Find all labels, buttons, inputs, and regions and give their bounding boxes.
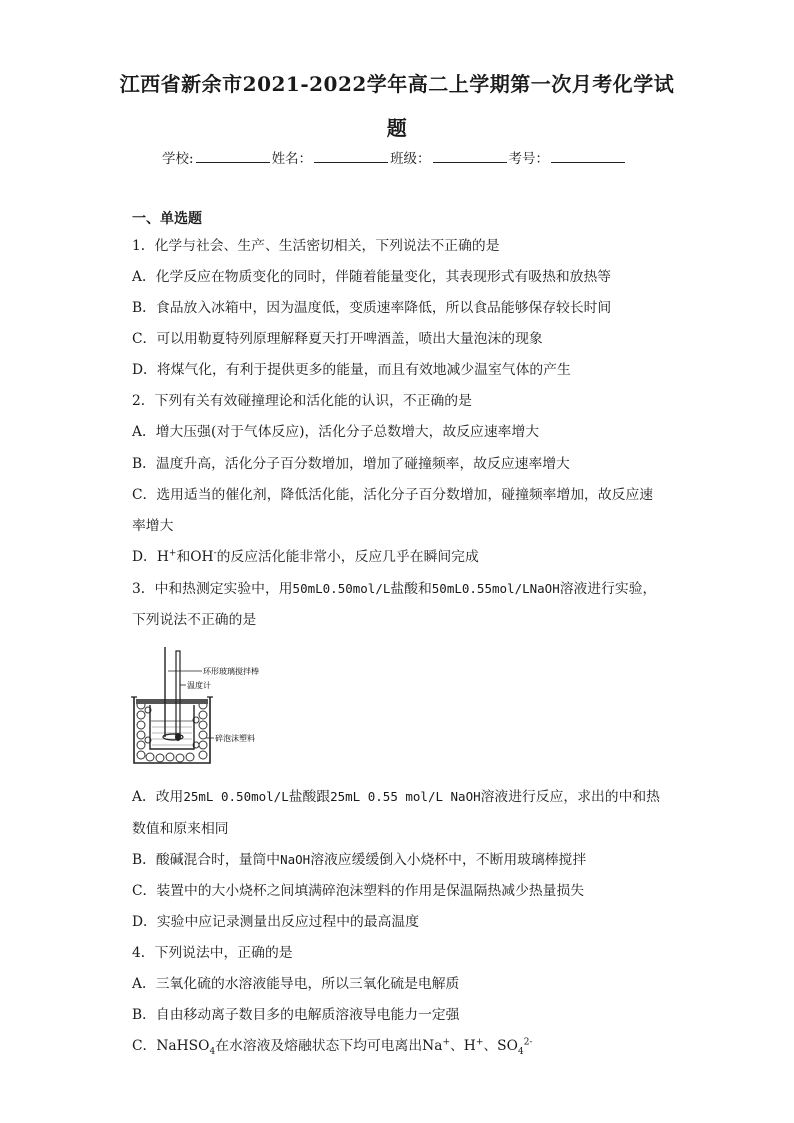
- q2-option-c-line2: 率增大: [132, 518, 174, 534]
- q4-c-text: C．NaHSO: [132, 1038, 210, 1054]
- thermometer-label: 温度计: [187, 681, 211, 690]
- q1-option-b: B．食品放入冰箱中，因为温度低，变质速率降低，所以食品能够保存较长时间: [132, 300, 612, 316]
- q4-c-text: 、SO: [483, 1038, 518, 1054]
- q2-d-text: 的反应活化能非常小，反应几乎在瞬间完成: [216, 549, 479, 565]
- q4-c-text: 、H: [450, 1038, 476, 1054]
- q3-b-text: 溶液应缓缓倒入小烧杯中，不断用玻璃棒搅拌: [310, 852, 587, 868]
- q3-stem-text: 盐酸和: [390, 581, 432, 597]
- q3-stem-quantity: 50mL0.55mol/LNaOH: [431, 581, 560, 596]
- q3-option-a-line1: [132, 785, 660, 805]
- name-blank[interactable]: [314, 150, 388, 163]
- q1-option-a: A．化学反应在物质变化的同时，伴随着能量变化，其表现形式有吸热和放热等: [132, 269, 612, 285]
- q2-option-c-line1: C．选用适当的催化剂，降低活化能，活化分子百分数增加，碰撞频率增加，故反应速: [132, 487, 654, 503]
- q3-a-quantity: 25mL 0.50mol/L: [183, 789, 289, 804]
- q4-c-sub: 4: [517, 1046, 524, 1057]
- q3-option-b: [132, 848, 586, 868]
- q1-option-c: C．可以用勒夏特列原理解释夏天打开啤酒盖，喷出大量泡沫的现象: [132, 331, 543, 347]
- q3-a-text: 溶液进行反应，求出的中和热: [480, 789, 660, 805]
- q3-stem-line2: 下列说法不正确的是: [132, 612, 257, 628]
- q3-b-formula: NaOH: [280, 852, 311, 867]
- school-label: 学校:: [162, 151, 194, 167]
- q2-d-text: D．H: [132, 549, 169, 565]
- number-label: 考号：: [508, 151, 550, 167]
- q3-option-d: D．实验中应记录测量出反应过程中的最高温度: [132, 914, 419, 930]
- q3-stem-quantity: 50mL0.50mol/L: [292, 581, 391, 596]
- q4-option-a: A．三氧化硫的水溶液能导电，所以三氧化硫是电解质: [132, 976, 460, 992]
- q3-stem-text: 3．中和热测定实验中，用: [132, 581, 293, 597]
- class-label: 班级：: [390, 151, 431, 167]
- number-blank[interactable]: [551, 150, 625, 163]
- q3-a-text: A．改用: [132, 789, 184, 805]
- name-label: 姓名：: [271, 151, 313, 167]
- q2-option-b: B．温度升高，活化分子百分数增加，增加了碰撞频率，故反应速率增大: [132, 456, 570, 472]
- q2-option-d: [132, 545, 479, 565]
- q2-d-sup: -: [213, 548, 217, 559]
- student-info-row: [162, 147, 627, 167]
- stirrer-label: 环形玻璃搅拌棒: [203, 667, 259, 676]
- q3-a-text: 盐酸跟: [288, 789, 331, 805]
- q3-a-quantity: 25mL 0.55 mol/L NaOH: [330, 789, 481, 804]
- school-blank[interactable]: [196, 150, 270, 163]
- q4-stem: 4．下列说法中，正确的是: [132, 945, 293, 961]
- q4-c-sub: 4: [209, 1046, 216, 1057]
- q3-b-text: B．酸碱混合时，量筒中: [132, 852, 281, 868]
- q2-option-a: A．增大压强(对于气体反应)，活化分子总数增大，故反应速率增大: [132, 424, 540, 440]
- q2-stem: 2．下列有关有效碰撞理论和活化能的认识，不正确的是: [132, 393, 472, 409]
- q3-stem-text: 溶液进行实验，: [559, 581, 657, 597]
- q1-stem: 1．化学与社会、生产、生活密切相关，下列说法不正确的是: [132, 238, 500, 254]
- q3-stem-line1: [132, 577, 656, 597]
- q2-d-sup: +: [168, 548, 177, 559]
- doc-title-line2: 题: [386, 116, 408, 140]
- calorimeter-figure: [128, 645, 278, 767]
- q2-d-text: 和OH: [176, 549, 214, 565]
- q3-option-c: C．装置中的大小烧杯之间填满碎泡沫塑料的作用是保温隔热减少热量损失: [132, 883, 585, 899]
- q4-option-c: [132, 1034, 532, 1057]
- class-blank[interactable]: [433, 150, 507, 163]
- section-heading: 一、单选题: [132, 211, 202, 227]
- foam-label: 碎泡沫塑料: [215, 734, 255, 743]
- q1-option-d: D．将煤气化，有利于提供更多的能量，而且有效地减少温室气体的产生: [132, 362, 571, 378]
- q4-c-text: 在水溶液及熔融状态下均可电离出Na: [215, 1038, 443, 1054]
- q4-option-b: B．自由移动离子数目多的电解质溶液导电能力一定强: [132, 1007, 460, 1023]
- q4-c-sup: +: [475, 1037, 484, 1048]
- q3-option-a-line2: 数值和原来相同: [132, 821, 229, 837]
- doc-title-line1: 江西省新余市2021-2022学年高二上学期第一次月考化学试: [119, 72, 675, 96]
- q4-c-sup: 2-: [523, 1037, 533, 1048]
- q4-c-sup: +: [442, 1037, 450, 1048]
